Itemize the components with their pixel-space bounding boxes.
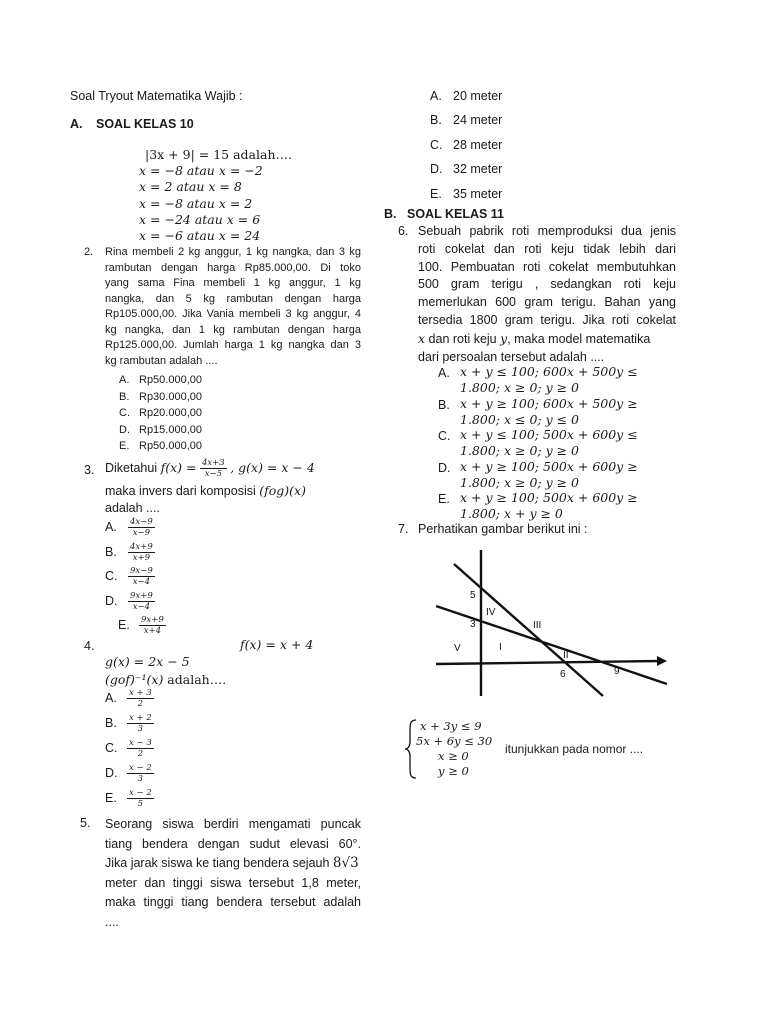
q7-number: 7.	[398, 522, 409, 536]
q2-line: Rina membeli 2 kg anggur, 1 kg nangka, dan 3 kg	[105, 246, 361, 258]
q2-line: Rp125.000,00. Jumlah harga 1 kg nangka dan 3	[105, 339, 361, 351]
q2-text	[105, 245, 361, 369]
q2-line: Rp105.000,00. Jika Vania membeli 3 kg anggur, 4	[105, 308, 361, 320]
q2-line: rambutan dengan harga Rp85.000,00. Di toko	[105, 261, 361, 274]
q2-option: B. Rp30.000,00	[119, 390, 202, 403]
q5-text: Seorang siswa berdiri mengamati puncak tiang bendera dengan sudut elevasi 60°. Jika jarak siswa ke tiang bendera sejauh 8√3 meter dan tinggi siswa tersebut 1,8 meter, maka tinggi tiang bendera tersebut adalah ....	[105, 817, 361, 929]
q2-number: 2.	[84, 246, 94, 258]
q4-question: (gof)⁻¹(x) adalah….	[105, 672, 227, 687]
system-line: 5x + 6y ≤ 30	[416, 734, 493, 748]
q3-option: C. $\frac{9x-9}{x-4}$	[105, 566, 153, 587]
q2-option: C. Rp20.000,00	[119, 407, 202, 419]
x-axis-arrow	[657, 656, 667, 666]
q3-option: A. $\frac{4x-9}{x-9}$	[105, 517, 153, 538]
q7-tail: itunjukkan pada nomor ....	[505, 742, 644, 756]
region-label-v: V	[454, 643, 461, 654]
q3-line1: Diketahui f(x) = $\frac{4x+3}{x-5}$ , g(x) = x − 4	[105, 458, 315, 479]
q7-stem: Perhatikan gambar berikut ini :	[418, 522, 588, 536]
q2-option: A. Rp50.000,00	[119, 374, 202, 386]
q6-number: 6.	[398, 224, 409, 238]
q2-option: D. Rp15.000,00	[119, 423, 202, 436]
q1-option: x = −6 atau x = 24	[139, 228, 261, 243]
q1-option: x = 2 atau x = 8	[139, 179, 242, 194]
q1-option: x = −8 atau x = −2	[139, 163, 263, 178]
region-label-iii: III	[533, 620, 542, 631]
q7-graph	[436, 550, 676, 698]
q5-option: B. 24 meter	[430, 113, 503, 127]
line-5x-6y-30	[454, 564, 603, 696]
tick-label-3: 3	[470, 619, 476, 630]
section-b-heading	[384, 206, 504, 223]
q5-option: A. 20 meter	[430, 89, 503, 103]
x-axis	[436, 661, 661, 664]
section-a-label: A.	[70, 117, 83, 131]
q1-stem: |3x + 9| = 15 adalah….	[145, 147, 292, 162]
tick-label-9: 9	[614, 666, 620, 677]
q4-g: g(x) = 2x − 5	[105, 654, 190, 669]
tick-label-6: 6	[560, 669, 566, 680]
q5-number: 5.	[80, 816, 91, 830]
q4-option: D. $\frac{x - 2}{3}$	[105, 763, 152, 784]
q5-option: C. 28 meter	[430, 138, 503, 152]
q1-option: x = −8 atau x = 2	[139, 196, 253, 211]
section-b-label: B.	[384, 207, 397, 221]
q4-number: 4.	[84, 639, 95, 653]
q2-line: nangka, dan 5 kg rambutan dengan harga	[105, 292, 361, 305]
q3-option: B. $\frac{4x+9}{x+9}$	[105, 542, 153, 563]
q4-f: f(x) = x + 4	[240, 637, 314, 652]
document-title: Soal Tryout Matematika Wajib :	[70, 89, 243, 103]
q2-option: E. Rp50.000,00	[119, 440, 202, 452]
section-b-title: SOAL KELAS 11	[406, 207, 505, 221]
tick-label-5: 5	[470, 590, 476, 601]
system-line: x + 3y ≤ 9	[420, 719, 482, 733]
q1-option: x = −24 atau x = 6	[139, 212, 261, 227]
q4-option: E. $\frac{x - 2}{5}$	[105, 788, 152, 809]
q3-line3: adalah ....	[105, 501, 160, 515]
line-x-3y-9	[436, 606, 667, 684]
system-line: x ≥ 0	[438, 749, 469, 763]
q3-line2: maka invers dari komposisi (fog)(x)	[105, 483, 306, 498]
q2-line: yang sama Fina membeli 1 kg anggur, 1 kg	[105, 277, 361, 289]
q3-option: D. $\frac{9x+9}{x-4}$	[105, 591, 153, 612]
system-brace	[404, 718, 418, 780]
q4-option: C. $\frac{x - 3}{2}$	[105, 738, 152, 759]
q5-option: D. 32 meter	[430, 162, 503, 176]
system-line: y ≥ 0	[438, 764, 469, 778]
q4-option: A. $\frac{x + 3}{2}$	[105, 688, 152, 709]
q3-option: E. $\frac{9x+9}{x+4}$	[118, 615, 164, 636]
q6-text: Sebuah pabrik roti memproduksi dua jenis roti cokelat dan roti keju tidak lebih dari 100. Pembuatan roti cokelat membutuhkan 500 gram terigu , sedangkan roti keju memerlukan 600 gram terigu. Bahan yang tersedia 1800 gram terigu. Jika roti cokelat x dan roti keju y, maka model matematika dari persoalan tersebut adalah ....	[418, 224, 676, 364]
q2-line: kg rambutan adalah ....	[105, 354, 218, 367]
q3-f-fraction: $\frac{4x+3}{x-5}$	[201, 458, 225, 479]
q2-line: kg nangka, dan 1 kg rambutan dengan harga	[105, 323, 361, 336]
q5-option: E. 35 meter	[430, 187, 503, 201]
section-a-heading	[70, 116, 194, 133]
q4-option: B. $\frac{x + 2}{3}$	[105, 713, 152, 734]
section-a-title: SOAL KELAS 10	[95, 117, 194, 131]
region-label-ii: II	[563, 650, 569, 661]
region-label-iv: IV	[486, 607, 496, 618]
q2-options	[119, 373, 202, 456]
q3-number: 3.	[84, 463, 95, 477]
region-label-i: I	[499, 642, 502, 653]
